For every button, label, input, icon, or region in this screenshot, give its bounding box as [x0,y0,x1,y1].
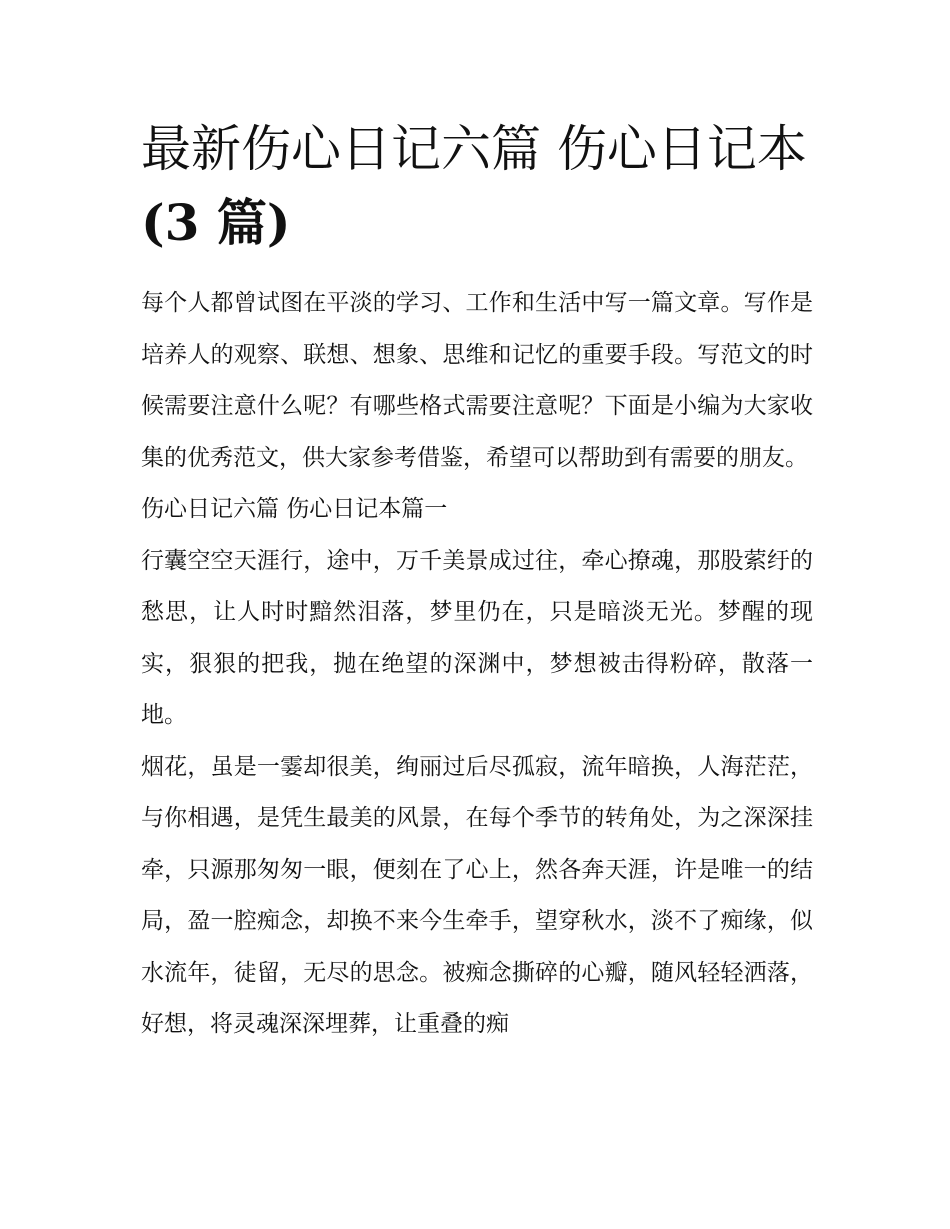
intro-paragraph: 每个人都曾试图在平淡的学习、工作和生活中写一篇文章。写作是培养人的观察、联想、想象、思维和记忆的重要手段。写范文的时候需要注意什么呢？有哪些格式需要注意呢？下面是小编为大家收集的优秀范文，供大家参考借鉴，希望可以帮助到有需要的朋友。 [141,290,813,471]
title-line-1: 最新伤心日记六篇 伤心日记本 [141,120,807,178]
body-paragraph-1: 行囊空空天涯行，途中，万千美景成过往，牵心撩魂，那股萦纡的愁思，让人时时黯然泪落，梦里仍在，只是暗淡无光。梦醒的现实，狠狠的把我，抛在绝望的深渊中，梦想被击得粉碎，散落一地。 [141,547,813,728]
document-body [141,278,813,1051]
document-page [141,112,813,1051]
body-paragraph-2: 烟花，虽是一霎却很美，绚丽过后尽孤寂，流年暗换，人海茫茫，与你相遇，是凭生最美的风景，在每个季节的转角处，为之深深挂牵，只源那匆匆一眼，便刻在了心上，然各奔天涯，许是唯一的结局，盈一腔痴念，却换不来今生牵手，望穿秋水，淡不了痴缘，似水流年，徒留，无尽的思念。被痴念撕碎的心瓣，随风轻轻洒落，好想，将灵魂深深埋葬，让重叠的痴 [141,753,813,1037]
document-title [141,112,813,260]
section-heading: 伤心日记六篇 伤心日记本篇一 [141,496,448,522]
title-line-2: (3 篇) [141,193,291,252]
